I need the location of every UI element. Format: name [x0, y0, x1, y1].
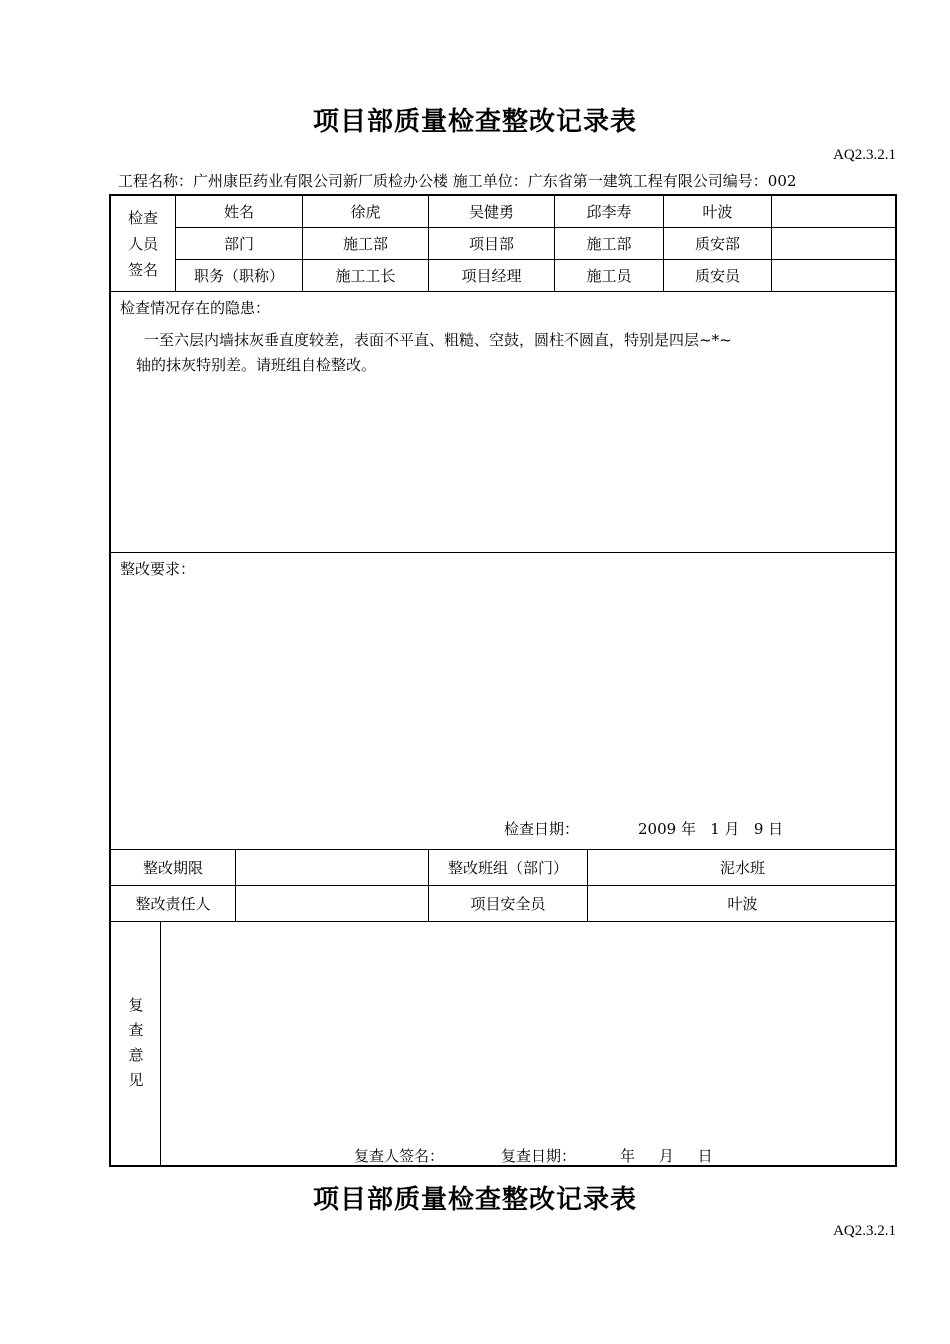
team-value: 泥水班	[719, 859, 765, 877]
responsible-value	[236, 886, 428, 921]
review-label	[126, 993, 146, 1093]
review-label-char: 意	[128, 1046, 144, 1064]
safety-officer-label: 项目安全员	[470, 895, 546, 913]
inspector-department: 项目部	[468, 235, 514, 253]
requirements-label: 整改要求：	[120, 560, 196, 578]
second-form-code: AQ2.3.2.1	[833, 1223, 896, 1239]
inspector-name	[772, 196, 897, 227]
deadline-value	[236, 850, 428, 885]
review-label-char: 查	[128, 1021, 144, 1039]
inspector-position	[772, 260, 897, 291]
inspector-name: 邱李寿	[586, 203, 632, 221]
inspector-position: 质安员	[694, 267, 740, 285]
inspector-group-label-line: 人员	[127, 234, 158, 253]
second-form-title: 项目部质量检查整改记录表	[312, 1185, 637, 1215]
inspector-group-label-line: 签名	[127, 260, 158, 279]
hazards-label: 检查情况存在的隐患：	[120, 299, 271, 317]
deadline-label: 整改期限	[142, 859, 203, 877]
inspector-name: 叶波	[702, 203, 733, 221]
department-header: 部门	[223, 235, 254, 253]
inspector-position: 施工员	[586, 267, 632, 285]
team-label: 整改班组（部门）	[447, 859, 568, 877]
inspector-group-label-line: 检查	[127, 208, 158, 227]
form-code: AQ2.3.2.1	[833, 147, 896, 163]
inspector-name: 徐虎	[350, 203, 381, 221]
reviewer-signature-label: 复查人签名：	[354, 1147, 445, 1165]
hazards-text-line: 一至六层内墙抹灰垂直度较差，表面不平直、粗糙、空鼓，圆柱不圆直，特别是四层~*~	[144, 331, 732, 349]
inspector-name: 吴健勇	[468, 203, 514, 221]
inspection-date-value: 2009 年 1 月 9 日	[638, 820, 784, 838]
inspector-position: 施工工长	[335, 267, 396, 285]
hazards-text-line: 轴的抹灰特别差。请班组自检整改。	[136, 356, 377, 374]
review-date-label: 复查日期：	[501, 1147, 577, 1165]
inspector-department	[772, 228, 897, 259]
review-label-char: 复	[128, 996, 144, 1014]
review-label-char: 见	[128, 1071, 144, 1089]
position-header: 职务（职称）	[193, 267, 284, 285]
project-info-line: 工程名称：广州康臣药业有限公司新厂质检办公楼 施工单位：广东省第一建筑工程有限公司编号：002	[118, 172, 797, 190]
form-title: 项目部质量检查整改记录表	[312, 107, 637, 137]
safety-officer-value: 叶波	[727, 895, 758, 913]
inspection-date-label: 检查日期：	[504, 820, 580, 838]
inspector-department: 施工部	[586, 235, 632, 253]
responsible-label: 整改责任人	[135, 895, 211, 913]
review-date-value: 年 月 日	[620, 1147, 713, 1165]
inspection-form-table	[109, 194, 897, 1167]
inspector-group-label	[111, 196, 175, 291]
inspector-department: 施工部	[342, 235, 388, 253]
name-header: 姓名	[223, 203, 254, 221]
inspector-department: 质安部	[694, 235, 740, 253]
inspector-position: 项目经理	[461, 267, 522, 285]
